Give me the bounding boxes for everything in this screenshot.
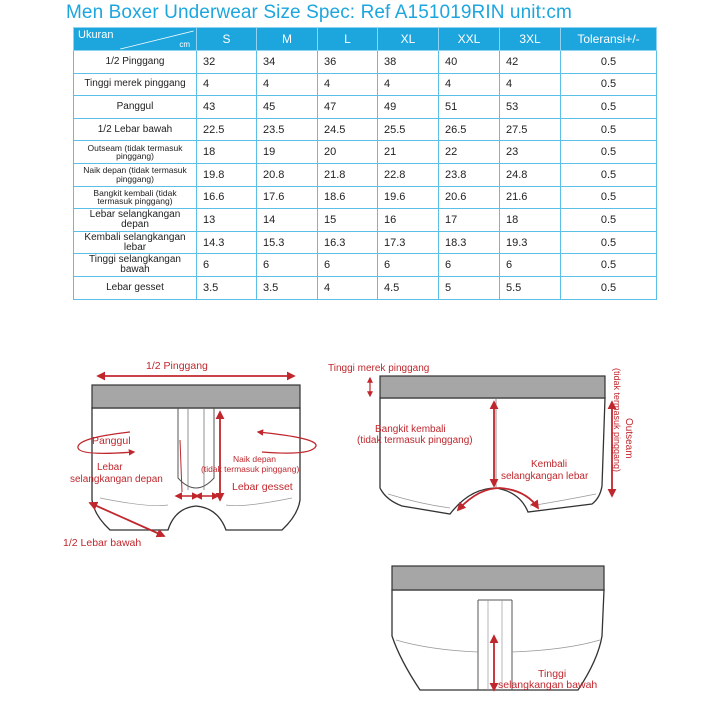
row-label: 1/2 Pinggang <box>74 51 197 74</box>
size-value-xxl: 23.8 <box>439 163 500 186</box>
table-row <box>74 254 657 277</box>
size-value-s: 4 <box>197 73 257 96</box>
table-row <box>74 231 657 254</box>
size-spec-table <box>73 27 657 300</box>
outseam-label-1: Outseam <box>623 418 634 459</box>
size-value-m: 20.8 <box>257 163 318 186</box>
half-leg-opening-label: 1/2 Lebar bawah <box>63 537 142 549</box>
size-value-xl: 49 <box>378 96 439 119</box>
crotch-height-label-2: selangkangan bawah <box>498 679 598 691</box>
size-value-s: 13 <box>197 209 257 232</box>
size-value-3xl: 53 <box>500 96 561 119</box>
size-value-l: 20 <box>318 141 378 164</box>
front-rise-label-1: Naik depan <box>233 454 277 464</box>
size-value-m: 17.6 <box>257 186 318 209</box>
size-value-xl: 6 <box>378 254 439 277</box>
table-row <box>74 141 657 164</box>
size-value-s: 3.5 <box>197 276 257 299</box>
row-label: Bangkit kembali (tidak termasuk pinggang) <box>74 186 197 209</box>
size-value-3xl: 5.5 <box>500 276 561 299</box>
size-value-xl: 19.6 <box>378 186 439 209</box>
size-value-l: 15 <box>318 209 378 232</box>
size-value-3xl: 6 <box>500 254 561 277</box>
size-value-3xl: 23 <box>500 141 561 164</box>
boxer-diagrams <box>0 300 726 726</box>
outseam-label-2: (tidak termasuk pinggang) <box>612 368 622 473</box>
size-value-s: 16.6 <box>197 186 257 209</box>
size-value-xl: 16 <box>378 209 439 232</box>
size-value-xxl: 26.5 <box>439 118 500 141</box>
size-value-xl: 17.3 <box>378 231 439 254</box>
size-value-l: 36 <box>318 51 378 74</box>
size-value-xxl: 18.3 <box>439 231 500 254</box>
table-row <box>74 73 657 96</box>
size-header-s: S <box>197 28 257 51</box>
tolerance-value: 0.5 <box>561 141 657 164</box>
tolerance-value: 0.5 <box>561 254 657 277</box>
table-body <box>74 51 657 300</box>
hip-label: Panggul <box>92 435 131 447</box>
size-value-xl: 4.5 <box>378 276 439 299</box>
size-value-m: 23.5 <box>257 118 318 141</box>
table-row <box>74 186 657 209</box>
row-label: Tinggi selangkangan bawah <box>74 254 197 277</box>
bottom-view-diagram <box>392 566 604 691</box>
size-value-l: 47 <box>318 96 378 119</box>
size-value-xxl: 4 <box>439 73 500 96</box>
table-row <box>74 118 657 141</box>
size-value-3xl: 27.5 <box>500 118 561 141</box>
size-value-xl: 4 <box>378 73 439 96</box>
row-label: 1/2 Lebar bawah <box>74 118 197 141</box>
size-header-xl: XL <box>378 28 439 51</box>
size-value-xl: 25.5 <box>378 118 439 141</box>
tolerance-value: 0.5 <box>561 276 657 299</box>
front-waistband <box>92 385 300 408</box>
front-crotch-label-1: Lebar <box>97 462 123 473</box>
size-value-m: 19 <box>257 141 318 164</box>
gusset-label: Lebar gesset <box>232 481 293 493</box>
size-value-xxl: 40 <box>439 51 500 74</box>
crotch-height-label-1: Tinggi <box>538 668 567 680</box>
size-value-xxl: 6 <box>439 254 500 277</box>
size-value-s: 6 <box>197 254 257 277</box>
size-value-3xl: 19.3 <box>500 231 561 254</box>
back-crotch-label-2: selangkangan lebar <box>501 471 589 482</box>
size-value-s: 14.3 <box>197 231 257 254</box>
size-header-3xl: 3XL <box>500 28 561 51</box>
table-row <box>74 209 657 232</box>
size-value-3xl: 18 <box>500 209 561 232</box>
size-value-l: 21.8 <box>318 163 378 186</box>
side-view-diagram <box>328 363 634 514</box>
size-value-l: 6 <box>318 254 378 277</box>
front-crotch-label-2: selangkangan depan <box>70 474 163 485</box>
size-value-m: 14 <box>257 209 318 232</box>
size-header-xxl: XXL <box>439 28 500 51</box>
size-value-xl: 38 <box>378 51 439 74</box>
size-value-3xl: 24.8 <box>500 163 561 186</box>
size-value-m: 15.3 <box>257 231 318 254</box>
bottom-waistband <box>392 566 604 590</box>
size-value-3xl: 42 <box>500 51 561 74</box>
size-value-l: 16.3 <box>318 231 378 254</box>
tolerance-header: Toleransi+/- <box>561 28 657 51</box>
table-row <box>74 96 657 119</box>
front-view-diagram <box>63 360 316 549</box>
table-header-row <box>74 28 657 51</box>
row-label: Lebar selangkangan depan <box>74 209 197 232</box>
tolerance-value: 0.5 <box>561 118 657 141</box>
size-value-3xl: 4 <box>500 73 561 96</box>
tolerance-value: 0.5 <box>561 209 657 232</box>
tolerance-value: 0.5 <box>561 186 657 209</box>
row-label: Kembali selangkangan lebar <box>74 231 197 254</box>
half-waist-label: 1/2 Pinggang <box>146 360 208 372</box>
size-value-xxl: 17 <box>439 209 500 232</box>
back-rise-label-1: Bangkit kembali <box>375 424 446 435</box>
size-header-l: L <box>318 28 378 51</box>
back-crotch-label-1: Kembali <box>531 459 568 470</box>
size-value-m: 45 <box>257 96 318 119</box>
row-label: Outseam (tidak termasuk pinggang) <box>74 141 197 164</box>
table-row <box>74 51 657 74</box>
size-value-m: 34 <box>257 51 318 74</box>
tolerance-value: 0.5 <box>561 73 657 96</box>
row-label: Tinggi merek pinggang <box>74 73 197 96</box>
size-value-s: 18 <box>197 141 257 164</box>
tolerance-value: 0.5 <box>561 96 657 119</box>
size-value-xl: 21 <box>378 141 439 164</box>
size-value-m: 4 <box>257 73 318 96</box>
size-value-s: 19.8 <box>197 163 257 186</box>
tolerance-value: 0.5 <box>561 51 657 74</box>
size-value-xxl: 20.6 <box>439 186 500 209</box>
size-value-xxl: 22 <box>439 141 500 164</box>
back-rise-label-2: (tidak termasuk pinggang) <box>357 435 473 446</box>
size-value-l: 4 <box>318 73 378 96</box>
size-value-xl: 22.8 <box>378 163 439 186</box>
tolerance-value: 0.5 <box>561 231 657 254</box>
waistband-height-label: Tinggi merek pinggang <box>328 363 430 374</box>
table-row <box>74 276 657 299</box>
corner-size-label: Ukuran <box>78 29 114 41</box>
table-row <box>74 163 657 186</box>
size-value-xxl: 5 <box>439 276 500 299</box>
size-value-s: 22.5 <box>197 118 257 141</box>
size-value-s: 32 <box>197 51 257 74</box>
size-value-s: 43 <box>197 96 257 119</box>
size-value-m: 6 <box>257 254 318 277</box>
row-label: Lebar gesset <box>74 276 197 299</box>
size-value-l: 18.6 <box>318 186 378 209</box>
size-value-m: 3.5 <box>257 276 318 299</box>
bottom-boxer-body <box>392 590 604 690</box>
corner-unit-label: cm <box>179 40 190 49</box>
side-waistband <box>380 376 605 398</box>
row-label: Panggul <box>74 96 197 119</box>
size-header-m: M <box>257 28 318 51</box>
size-value-l: 4 <box>318 276 378 299</box>
size-value-3xl: 21.6 <box>500 186 561 209</box>
size-value-xxl: 51 <box>439 96 500 119</box>
side-boxer-body <box>380 398 605 514</box>
size-value-l: 24.5 <box>318 118 378 141</box>
table-corner-header <box>74 28 197 51</box>
page-title: Men Boxer Underwear Size Spec: Ref A151019RIN unit:cm <box>66 2 572 23</box>
tolerance-value: 0.5 <box>561 163 657 186</box>
front-rise-label-2: (tidak termasuk pinggang) <box>201 464 300 474</box>
row-label: Naik depan (tidak termasuk pinggang) <box>74 163 197 186</box>
